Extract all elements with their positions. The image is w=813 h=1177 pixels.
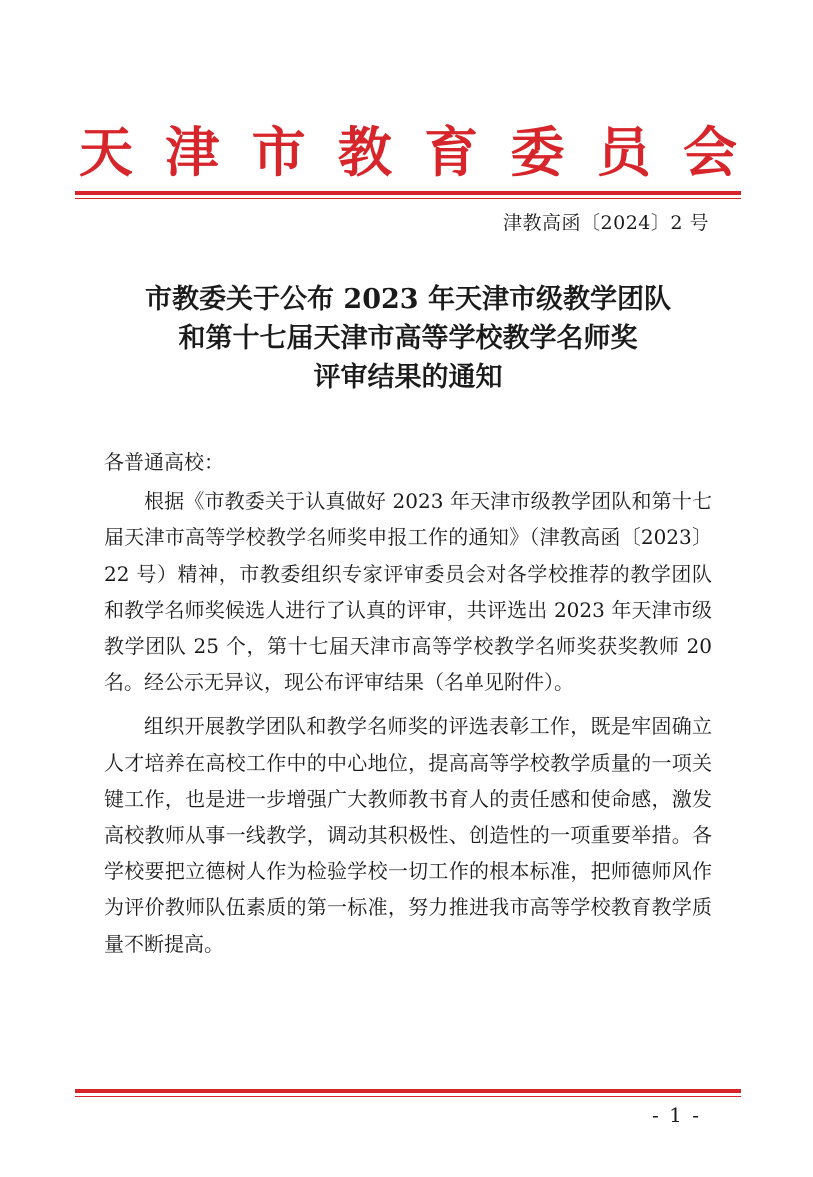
salutation: 各普通高校： <box>104 450 224 474</box>
masthead-char: 委 <box>510 121 565 184</box>
footer-divider-thick <box>75 1089 741 1093</box>
masthead-char: 市 <box>251 121 306 184</box>
body-paragraph: 组织开展教学团队和教学名师奖的评选表彰工作，既是牢固确立人才培养在高校工作中的中心地位，提高高等学校教学质量的一项关键工作，也是进一步增强广大教师教书育人的责任感和使命感，激发高校教师从事一线教学，调动其积极性、创造性的一项重要举措。各学校要把立德树人作为检验学校一切工作的根本标准，把师德师风作为评价教师队伍素质的第一标准，努力推进我市高等学校教育教学质量不断提高。 <box>104 714 712 956</box>
title-line: 评审结果的通知 <box>313 362 503 393</box>
body-paragraph: 根据《市教委关于认真做好 2023 年天津市级教学团队和第十七届天津市高等学校教学名师奖申报工作的通知》（津教高函〔2023〕22 号）精神，市教委组织专家评审委员会对各学校推荐的教学团队和教学名师奖候选人进行了认真的评审，共评选出 2023 年天津市级教学团队 25 个，第十七届天津市高等学校教学名师奖获奖教师 20 名。经公示无异议，现公布评审结果（名单见附件）。 <box>104 489 712 695</box>
title-line: 和第十七届天津市高等学校教学名师奖 <box>178 323 638 354</box>
document-body <box>104 444 712 970</box>
document-title <box>75 280 741 397</box>
masthead-char: 津 <box>165 121 220 184</box>
masthead-char: 员 <box>596 121 651 184</box>
masthead-char: 教 <box>337 121 392 184</box>
masthead-char: 会 <box>682 121 737 184</box>
title-line: 市教委关于公布 2023 年天津市级教学团队 <box>145 284 671 315</box>
page-number: - 1 - <box>652 1103 701 1127</box>
header-divider-thick <box>75 191 741 195</box>
masthead-title <box>75 118 741 188</box>
masthead-char: 育 <box>424 121 479 184</box>
masthead-char: 天 <box>79 121 133 184</box>
document-number: 津教高函〔2024〕2 号 <box>503 212 709 234</box>
header-divider-thin <box>75 198 741 199</box>
footer-divider-thin <box>75 1096 741 1097</box>
